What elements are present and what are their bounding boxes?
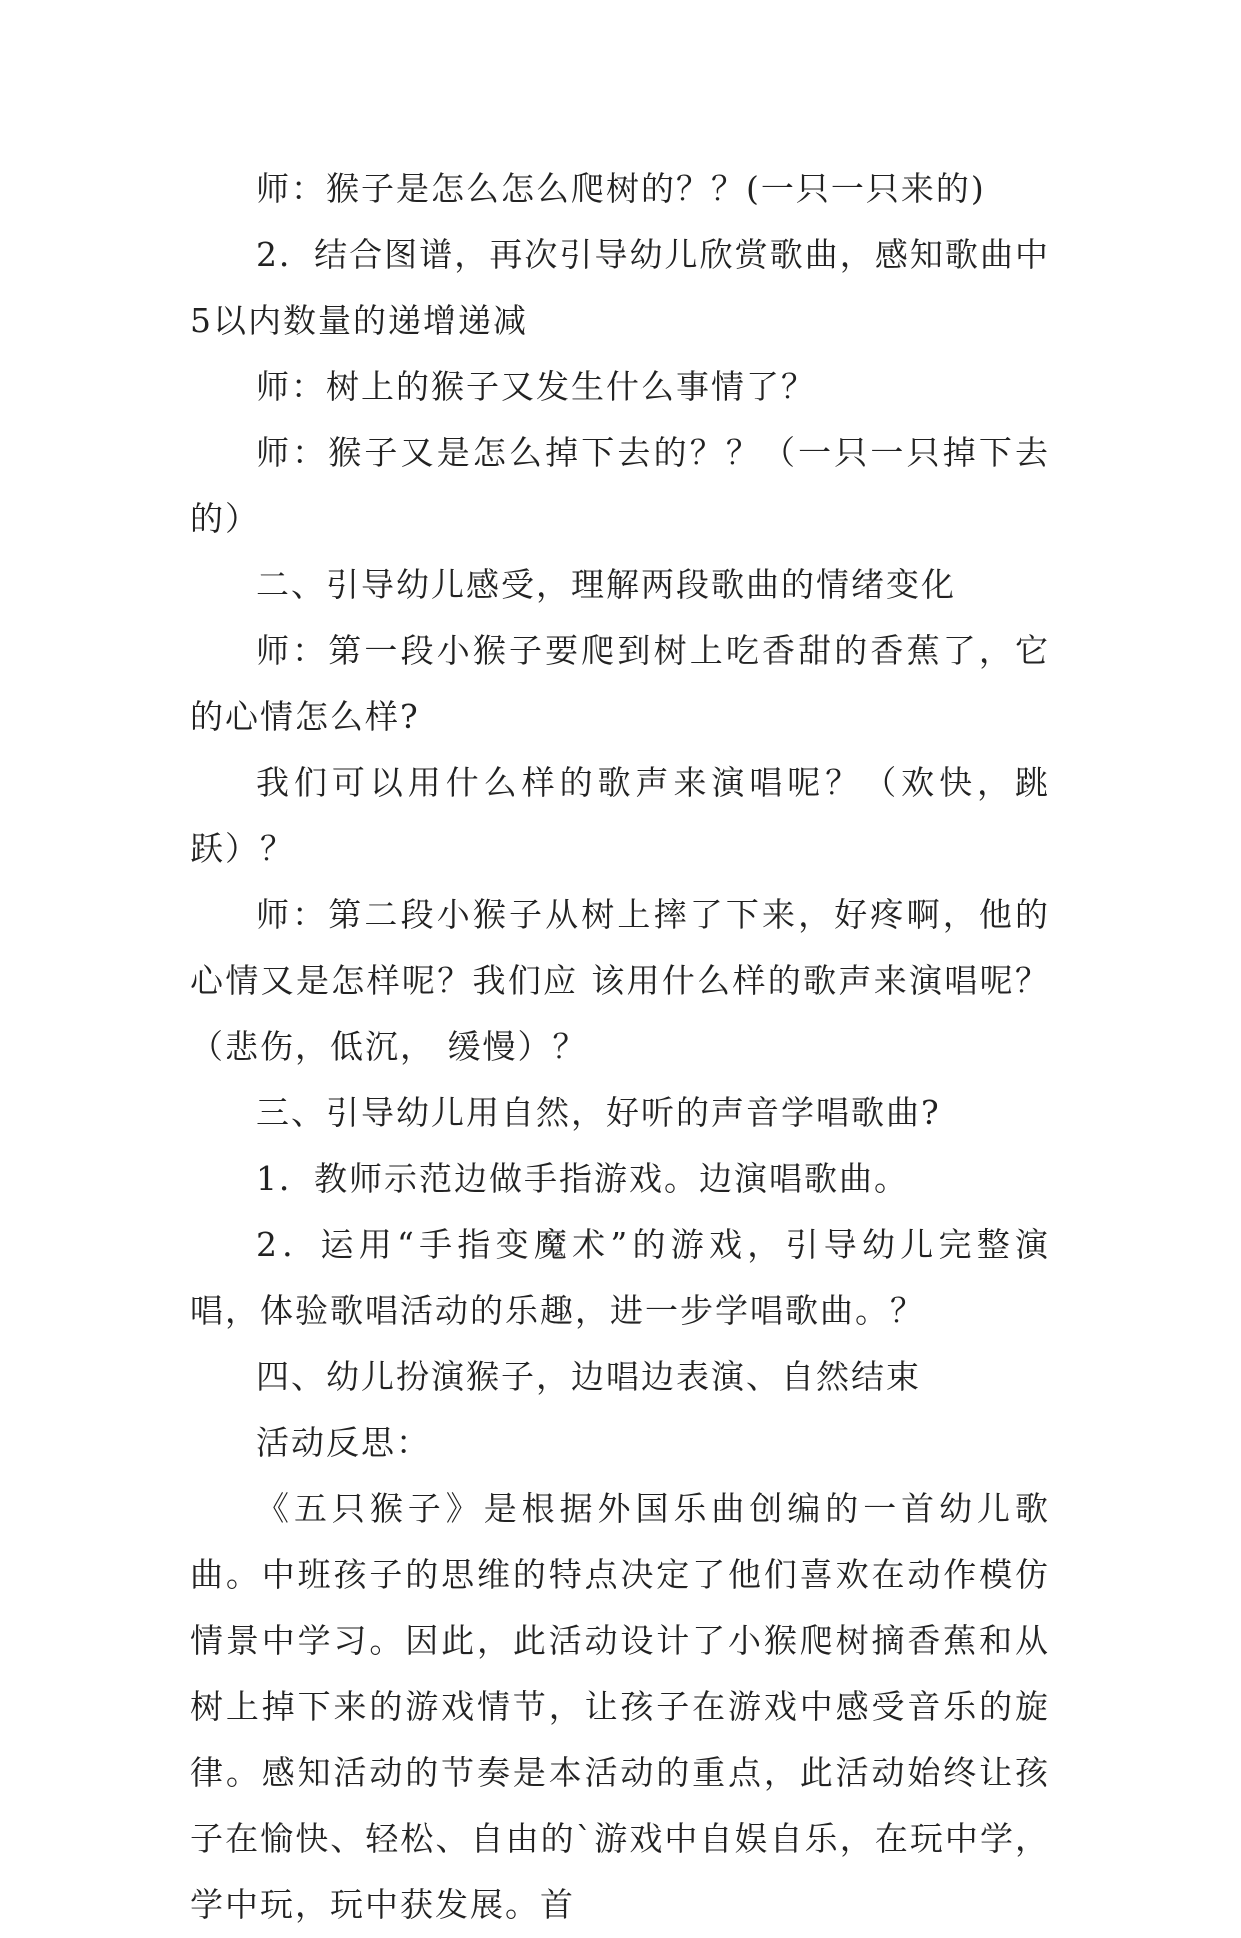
paragraph-step-1-demo: 1．教师示范边做手指游戏。边演唱歌曲。 (256, 1159, 909, 1198)
paragraph-second-verse: 师：第二段小猴子从树上摔了下来，好疼啊，他的心情又是怎样呢？我们应 该用什么样的歌声来演唱呢？（悲伤，低沉， 缓慢）？ (190, 895, 1050, 1066)
reflection-heading: 活动反思： (256, 1423, 431, 1462)
paragraph-step-2-magic: 2．运用“手指变魔术”的游戏，引导幼儿完整演唱，体验歌唱活动的乐趣，进一步学唱歌曲。？ (190, 1225, 1050, 1330)
paragraph-teacher-question-climb: 师：猴子是怎么怎么爬树的？？(一只一只来的) (256, 169, 986, 208)
document-body (190, 156, 1050, 1938)
paragraph-teacher-question-event: 师：树上的猴子又发生什么事情了？ (256, 367, 816, 406)
section-heading-2: 二、引导幼儿感受，理解两段歌曲的情绪变化 (256, 565, 956, 604)
paragraph-singing-style-1: 我们可以用什么样的歌声来演唱呢？（欢快，跳跃）？ (190, 763, 1050, 868)
section-heading-3: 三、引导幼儿用自然，好听的声音学唱歌曲? (256, 1093, 941, 1132)
reflection-paragraph: 《五只猴子》是根据外国乐曲创编的一首幼儿歌曲。中班孩子的思维的特点决定了他们喜欢在动作模仿情景中学习。因此，此活动设计了小猴爬树摘香蕉和从树上掉下来的游戏情节，让孩子在游戏中感受音乐的旋律。感知活动的节奏是本活动的重点，此活动始终让孩子在愉快、轻松、自由的`游戏中自娱自乐，在玩中学，学中玩，玩中获发展。首 (190, 1489, 1050, 1924)
paragraph-teacher-question-fall: 师：猴子又是怎么掉下去的？？（一只一只掉下去的） (190, 433, 1050, 538)
paragraph-step-2-chart: 2．结合图谱，再次引导幼儿欣赏歌曲，感知歌曲中5以内数量的递增递减 (190, 235, 1050, 340)
paragraph-first-verse: 师：第一段小猴子要爬到树上吃香甜的香蕉了，它的心情怎么样? (190, 631, 1050, 736)
section-heading-4: 四、幼儿扮演猴子，边唱边表演、自然结束 (256, 1357, 921, 1396)
